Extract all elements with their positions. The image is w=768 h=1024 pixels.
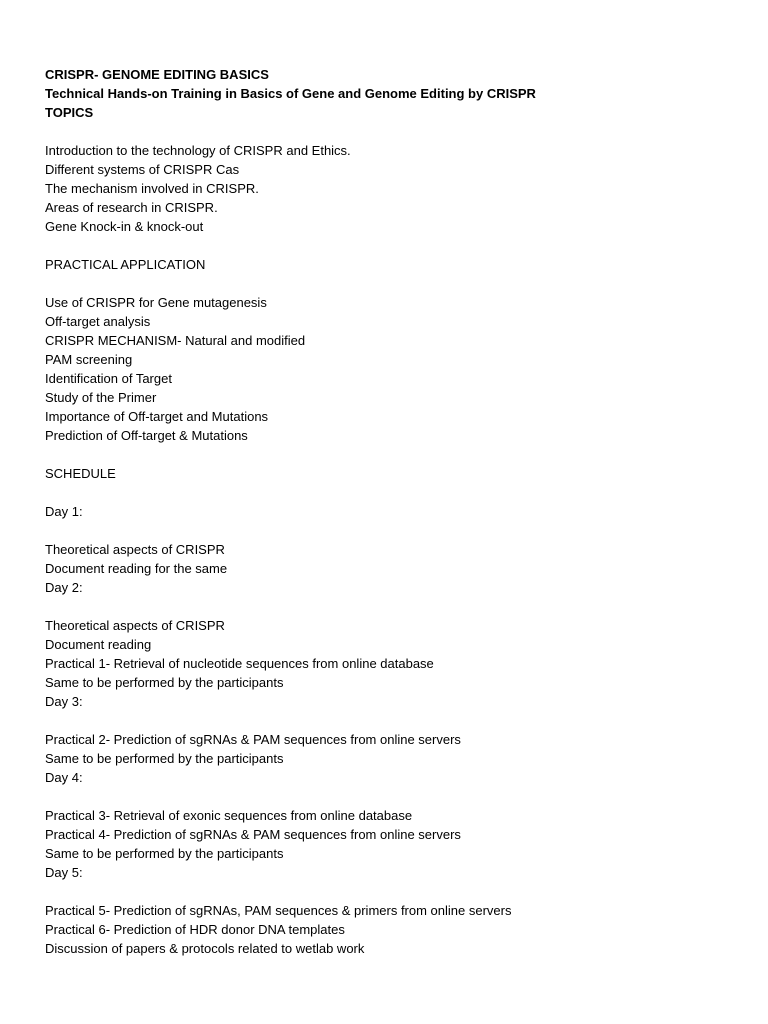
document-page [45,65,725,958]
day-label: Day 4: [45,770,83,785]
schedule-item: Practical 1- Retrieval of nucleotide sequences from online database [45,656,434,671]
list-item: Use of CRISPR for Gene mutagenesis [45,295,267,310]
list-item: PAM screening [45,352,133,367]
spacer [45,711,725,730]
schedule-item: Practical 4- Prediction of sgRNAs & PAM sequences from online servers [45,827,461,842]
practical-list [45,293,725,445]
list-item: Areas of research in CRISPR. [45,200,218,215]
list-item: Off-target analysis [45,314,151,329]
spacer [45,787,725,806]
spacer [45,597,725,616]
topics-heading: TOPICS [45,105,94,120]
list-item: The mechanism involved in CRISPR. [45,181,259,196]
spacer [45,483,725,502]
list-item: Importance of Off-target and Mutations [45,409,269,424]
schedule-item: Same to be performed by the participants [45,846,284,861]
day-label: Day 3: [45,694,83,709]
topics-list [45,141,725,236]
document-subtitle: Technical Hands-on Training in Basics of Gene and Genome Editing by CRISPR [45,86,536,101]
spacer [45,882,725,901]
spacer [45,445,725,464]
schedule-item: Document reading [45,637,152,652]
spacer [45,122,725,141]
list-item: Different systems of CRISPR Cas [45,162,240,177]
schedule-item: Practical 5- Prediction of sgRNAs, PAM sequences & primers from online servers [45,903,512,918]
list-item: Gene Knock-in & knock-out [45,219,204,234]
schedule-item: Discussion of papers & protocols related to wetlab work [45,941,365,956]
day-label: Day 5: [45,865,83,880]
spacer [45,521,725,540]
list-item: Introduction to the technology of CRISPR and Ethics. [45,143,351,158]
document-title: CRISPR- GENOME EDITING BASICS [45,67,269,82]
schedule-item: Theoretical aspects of CRISPR [45,618,225,633]
schedule-heading: SCHEDULE [45,466,116,481]
spacer [45,236,725,255]
practical-heading: PRACTICAL APPLICATION [45,257,206,272]
day-label: Day 2: [45,580,83,595]
list-item: CRISPR MECHANISM- Natural and modified [45,333,306,348]
schedule-item: Theoretical aspects of CRISPR [45,542,225,557]
spacer [45,274,725,293]
list-item: Prediction of Off-target & Mutations [45,428,248,443]
list-item: Identification of Target [45,371,172,386]
schedule-item: Document reading for the same [45,561,228,576]
schedule-item: Practical 6- Prediction of HDR donor DNA templates [45,922,345,937]
schedule-item: Practical 3- Retrieval of exonic sequences from online database [45,808,413,823]
list-item: Study of the Primer [45,390,157,405]
schedule-item: Same to be performed by the participants [45,675,284,690]
schedule-item: Same to be performed by the participants [45,751,284,766]
schedule-item: Practical 2- Prediction of sgRNAs & PAM sequences from online servers [45,732,461,747]
day-label: Day 1: [45,504,83,519]
